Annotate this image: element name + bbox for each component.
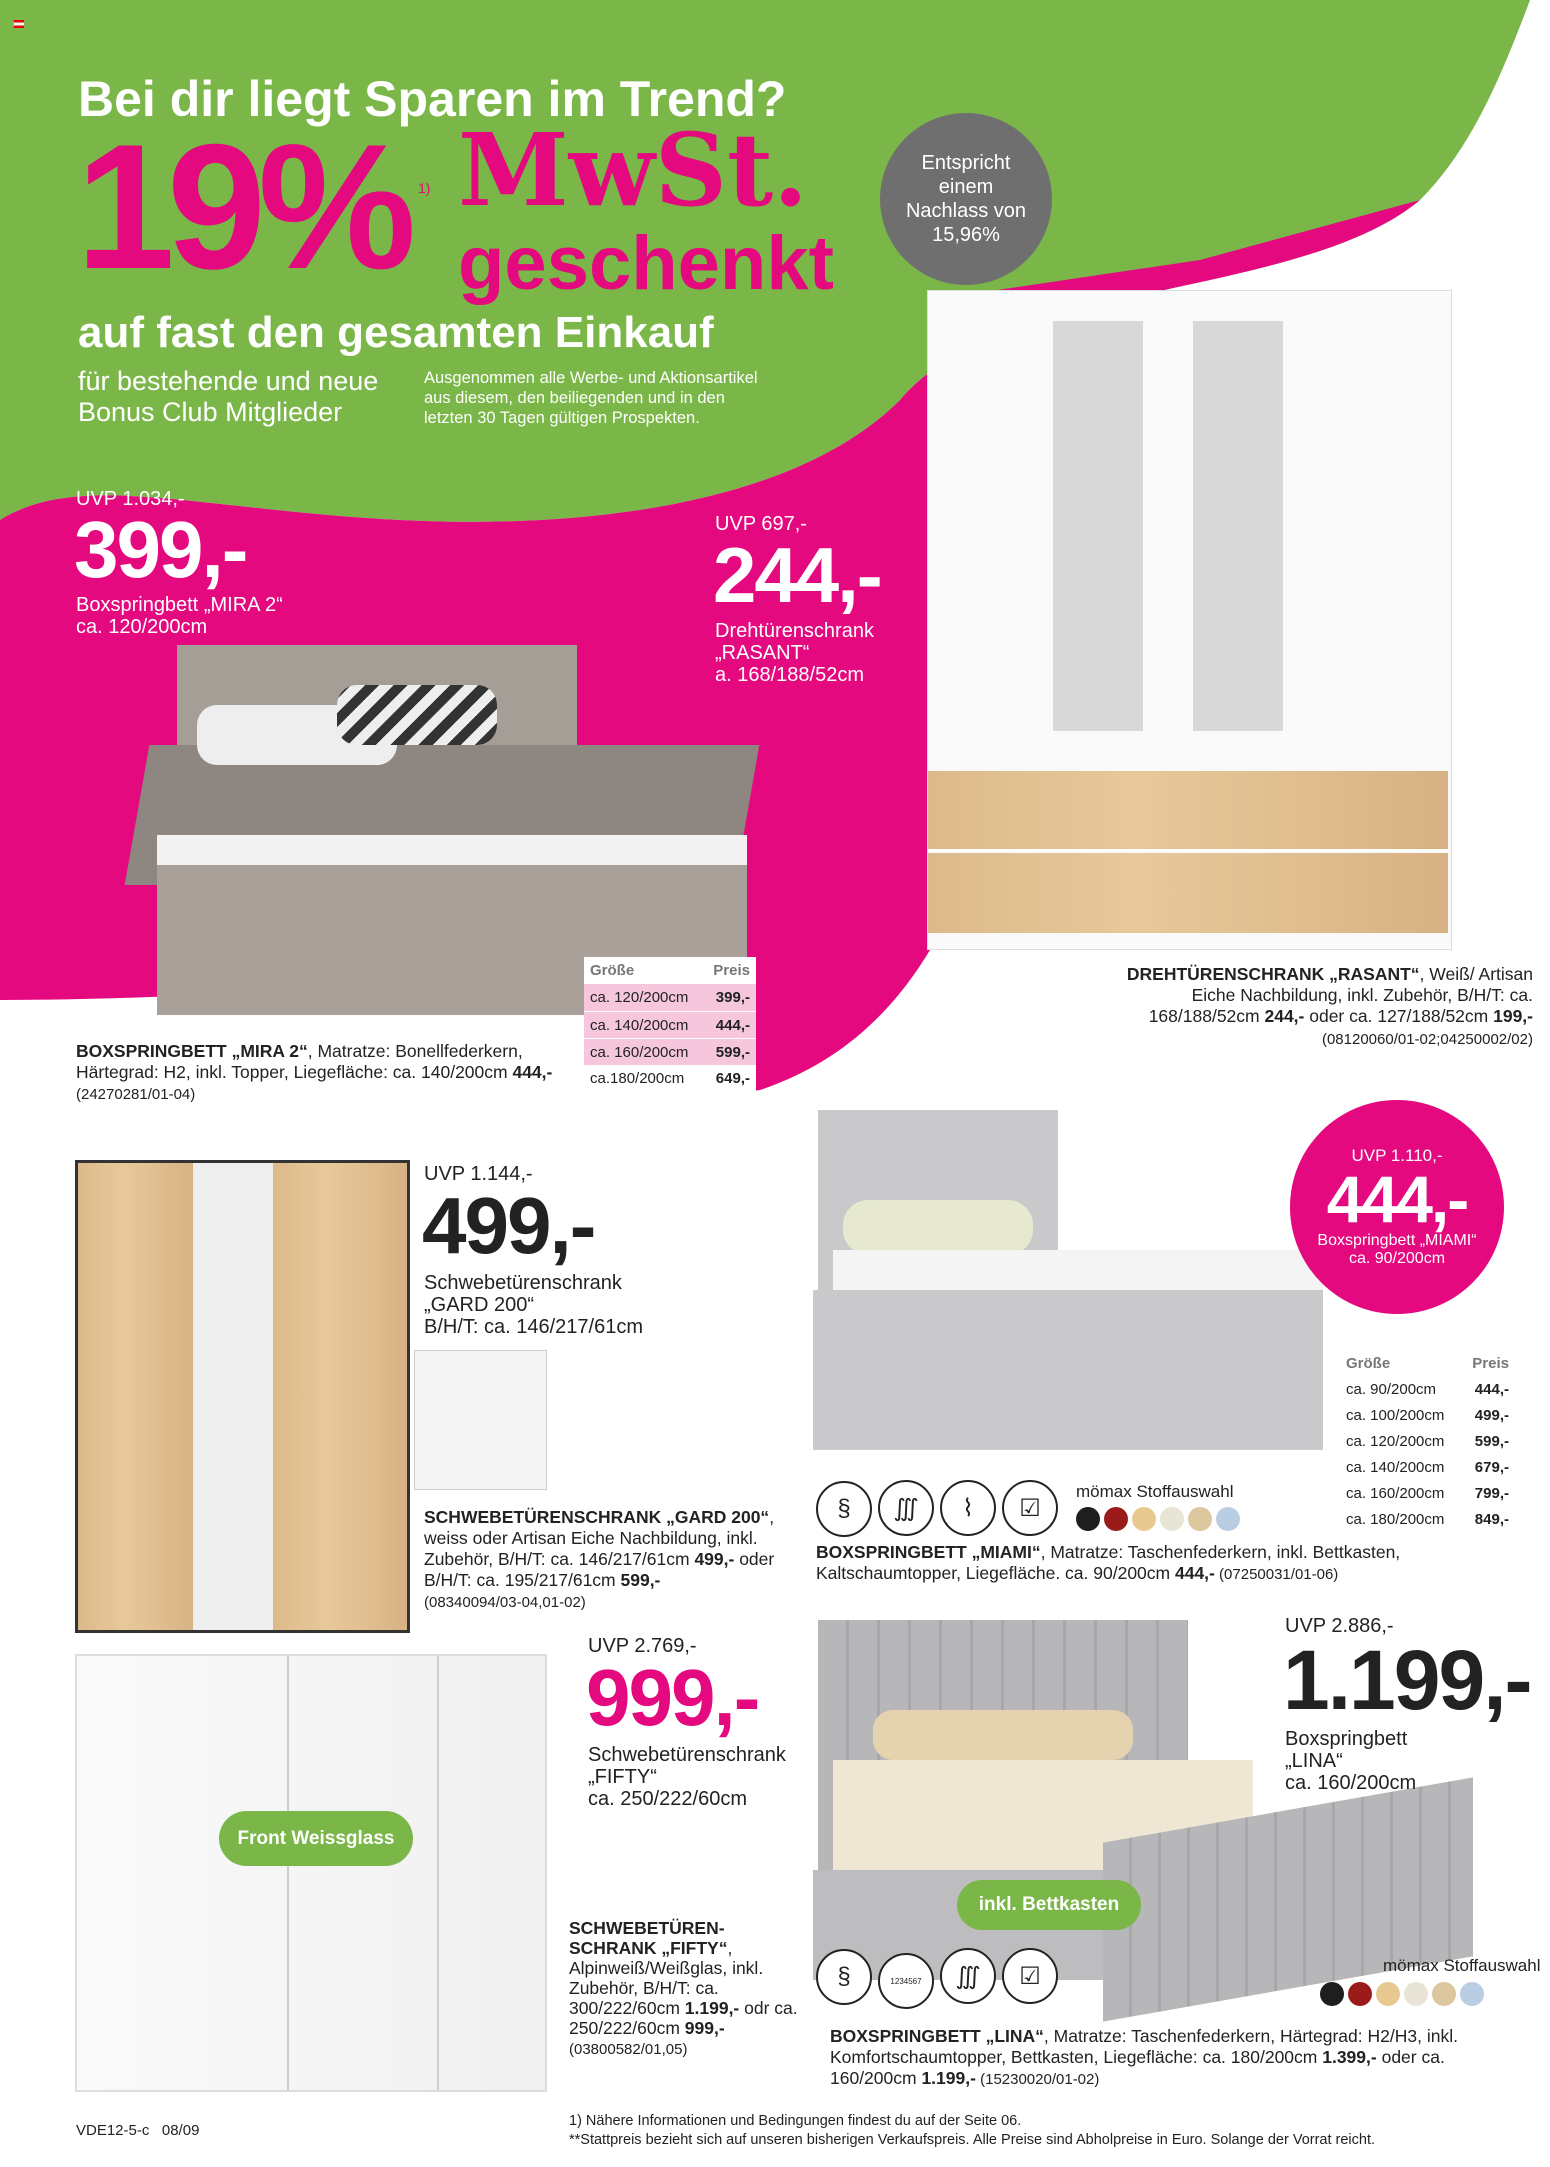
table-row bbox=[584, 984, 756, 1011]
desc-text: , weiss oder Artisan Eiche Nachbildung, inkl. Zubehör, B/H/T: ca. 146/217/61cm bbox=[424, 1507, 775, 1569]
footer-code bbox=[76, 2122, 199, 2139]
lina-uvp: UVP 2.886,- bbox=[1285, 1615, 1394, 1637]
rasant-price: 244,- bbox=[713, 531, 881, 619]
size: ca. 180/200cm bbox=[1346, 1510, 1445, 1528]
discount-badge: Entspricht einem Nachlass von 15,96% bbox=[880, 113, 1052, 285]
fifty-uvp: UVP 2.769,- bbox=[588, 1635, 697, 1657]
price: 679,- bbox=[1474, 1458, 1509, 1476]
mira-uvp: UVP 1.034,- bbox=[76, 488, 185, 510]
headline: Bei dir liegt Sparen im Trend? bbox=[78, 71, 787, 127]
desc-text: , Matratze: Bonellfederkern, Härtegrad: H2, inkl. Topper, Liegefläche: ca. 140/200cm bbox=[76, 1041, 523, 1082]
swatch-red[interactable] bbox=[1348, 1982, 1372, 2006]
desc-price: 599,- bbox=[620, 1570, 661, 1590]
price: 849,- bbox=[1474, 1510, 1509, 1528]
swatch-sand[interactable] bbox=[1376, 1982, 1400, 2006]
rasant-wardrobe-image bbox=[927, 290, 1452, 950]
swatch-black[interactable] bbox=[1076, 1507, 1100, 1531]
mira-price: 399,- bbox=[74, 505, 247, 594]
desc-text: , Matratze: Taschenfederkern, inkl. Bettkasten, Kaltschaumtopper, Liegefläche. ca. 90/200cm bbox=[816, 1542, 1401, 1583]
table-header-size: Größe bbox=[590, 962, 635, 979]
desc-price: 999,- bbox=[684, 2018, 725, 2038]
desc-price: 244,- bbox=[1264, 1006, 1305, 1026]
firmness-scale-icon: 1234567 bbox=[878, 1953, 934, 2009]
article-number: (07250031/01-06) bbox=[1214, 1566, 1339, 1583]
fifty-name: Schwebetürenschrank „FIFTY“ ca. 250/222/60cm bbox=[588, 1744, 786, 1810]
size: ca. 160/200cm bbox=[1346, 1484, 1445, 1502]
swatch-beige[interactable] bbox=[1432, 1982, 1456, 2006]
table-row bbox=[1340, 1428, 1515, 1454]
price: 444,- bbox=[715, 1016, 750, 1034]
size: ca. 160/200cm bbox=[590, 1043, 689, 1061]
percent-big: 19% bbox=[76, 107, 409, 306]
miami-name: Boxspringbett „MIAMI“ ca. 90/200cm bbox=[1317, 1232, 1477, 1267]
lina-swatches bbox=[1320, 1982, 1488, 2011]
price: 599,- bbox=[1474, 1432, 1509, 1450]
article-number: (08340094/03-04,01-02) bbox=[424, 1594, 586, 1611]
gard-description bbox=[424, 1507, 804, 1613]
desc-text: , Matratze: Taschenfederkern, Härtegrad: H2/H3, inkl. Komfortschaumtopper, Bettkasten, Liegefläche: ca. 180/200cm bbox=[830, 2026, 1458, 2067]
mira-name: Boxspringbett „MIRA 2“ ca. 120/200cm bbox=[76, 594, 283, 638]
price: 499,- bbox=[1474, 1406, 1509, 1424]
gard-uvp: UVP 1.144,- bbox=[424, 1163, 533, 1185]
table-row bbox=[1340, 1376, 1515, 1402]
price: 649,- bbox=[715, 1070, 750, 1087]
miami-uvp: UVP 1.110,- bbox=[1351, 1146, 1443, 1165]
miami-feature-icons bbox=[816, 1480, 1064, 1537]
catalog-code: VDE12-5-c bbox=[76, 2122, 150, 2139]
table-row bbox=[584, 1038, 756, 1065]
desc-title: BOXSPRINGBETT „LINA“ bbox=[830, 2026, 1044, 2046]
desc-title: SCHWEBETÜREN- SCHRANK „FIFTY“ bbox=[569, 1918, 728, 1958]
gard-wardrobe-image bbox=[75, 1160, 410, 1633]
size: ca.180/200cm bbox=[590, 1070, 685, 1087]
rasant-name: Drehtürenschrank „RASANT“ a. 168/188/52cm bbox=[715, 620, 874, 686]
miami-fabric-label: mömax Stoffauswahl bbox=[1076, 1482, 1234, 1501]
size: ca. 120/200cm bbox=[590, 989, 689, 1006]
mwst-text: MwSt. bbox=[458, 111, 808, 229]
table-header-size: Größe bbox=[1346, 1354, 1391, 1372]
size: ca. 120/200cm bbox=[1346, 1432, 1445, 1450]
desc-price: 444,- bbox=[512, 1062, 553, 1082]
desc-title: SCHWEBETÜRENSCHRANK „GARD 200“ bbox=[424, 1507, 770, 1527]
desc-text: , Alpinweiß/Weißglas, inkl. Zubehör, B/H/T: ca. 300/222/60cm bbox=[569, 1938, 764, 2018]
desc-title: BOXSPRINGBETT „MIRA 2“ bbox=[76, 1041, 308, 1061]
swatch-red[interactable] bbox=[1104, 1507, 1128, 1531]
exclusion-text: Ausgenommen alle Werbe- und Aktionsartikel aus diesem, den beiliegenden und in den letzten 30 Tagen gültigen Prospekten. bbox=[424, 369, 758, 427]
desc-price: 199,- bbox=[1493, 1006, 1533, 1026]
article-number: (24270281/01-04) bbox=[76, 1086, 196, 1103]
desc-text: odr ca. 250/222/60cm bbox=[569, 1998, 798, 2038]
table-header-price: Preis bbox=[713, 962, 750, 979]
table-row bbox=[584, 1065, 756, 1092]
subline: auf fast den gesamten Einkauf bbox=[78, 308, 714, 357]
spring-coil-icon: § bbox=[816, 1949, 872, 2005]
mira-description bbox=[76, 1041, 571, 1105]
fifty-description bbox=[569, 1918, 809, 2060]
size: ca. 140/200cm bbox=[590, 1016, 689, 1034]
desc-price: 1.199,- bbox=[684, 1998, 740, 2018]
size: ca. 90/200cm bbox=[1346, 1380, 1437, 1398]
lina-price: 1.199,- bbox=[1283, 1633, 1531, 1727]
desc-title: DREHTÜRENSCHRANK „RASANT“ bbox=[1126, 964, 1420, 984]
desc-text: oder ca. 160/200cm bbox=[830, 2047, 1445, 2088]
lina-fabric-label: mömax Stoffauswahl bbox=[1383, 1956, 1541, 1975]
flag-icon bbox=[14, 20, 24, 28]
swatch-blue[interactable] bbox=[1216, 1507, 1240, 1531]
price: 444,- bbox=[1474, 1380, 1509, 1398]
article-number: (03800582/01,05) bbox=[569, 2041, 688, 2058]
swatch-blue[interactable] bbox=[1460, 1982, 1484, 2006]
article-number: (08120060/01-02;04250002/02) bbox=[1321, 1031, 1533, 1048]
gard-small-image bbox=[414, 1350, 547, 1490]
gard-price: 499,- bbox=[422, 1181, 595, 1270]
miami-swatches bbox=[1076, 1507, 1244, 1536]
lina-feature-icons bbox=[816, 1948, 1064, 2009]
desc-price: 444,- bbox=[1174, 1563, 1215, 1583]
miami-size-table bbox=[1340, 1350, 1515, 1532]
lina-description bbox=[830, 2026, 1520, 2090]
desc-text: , Weiß/ Artisan Eiche Nachbildung, inkl. Zubehör, B/H/T: ca. 168/188/52cm bbox=[1148, 964, 1533, 1026]
price: 799,- bbox=[1474, 1484, 1509, 1502]
storage-box-icon: ☑ bbox=[1002, 1480, 1058, 1536]
swatch-sand[interactable] bbox=[1132, 1507, 1156, 1531]
rasant-uvp: UVP 697,- bbox=[715, 513, 807, 535]
table-row bbox=[584, 1011, 756, 1038]
desc-price: 499,- bbox=[694, 1549, 735, 1569]
miami-bed-image bbox=[813, 1110, 1323, 1476]
article-number: (15230020/01-02) bbox=[975, 2071, 1100, 2088]
mira-size-table bbox=[584, 957, 756, 1092]
table-row bbox=[1340, 1454, 1515, 1480]
table-row bbox=[1340, 1506, 1515, 1532]
size: ca. 140/200cm bbox=[1346, 1458, 1445, 1476]
storage-box-icon: ☑ bbox=[1002, 1948, 1058, 2004]
page-number: 08/09 bbox=[161, 2122, 200, 2139]
gard-name: Schwebetürenschrank „GARD 200“ B/H/T: ca. 146/217/61cm bbox=[424, 1272, 644, 1338]
swatch-beige[interactable] bbox=[1188, 1507, 1212, 1531]
desc-text: oder ca. 127/188/52cm bbox=[1304, 1006, 1494, 1026]
table-row bbox=[1340, 1480, 1515, 1506]
swatch-cream[interactable] bbox=[1404, 1982, 1428, 2006]
fifty-badge: Front Weissglass bbox=[219, 1811, 413, 1866]
swatch-black[interactable] bbox=[1320, 1982, 1344, 2006]
miami-description bbox=[816, 1542, 1466, 1585]
table-row bbox=[1340, 1402, 1515, 1428]
desc-title: BOXSPRINGBETT „MIAMI“ bbox=[816, 1542, 1041, 1562]
swatch-cream[interactable] bbox=[1160, 1507, 1184, 1531]
table-header-price: Preis bbox=[1472, 1354, 1509, 1372]
lina-badge: inkl. Bettkasten bbox=[957, 1880, 1141, 1930]
price: 599,- bbox=[715, 1043, 750, 1061]
topper-icon: ⌇ bbox=[940, 1480, 996, 1536]
miami-price: 444,- bbox=[1326, 1162, 1468, 1236]
pocket-spring-icon: ∭ bbox=[878, 1480, 934, 1536]
spring-coil-icon: § bbox=[816, 1481, 872, 1537]
desc-price: 1.399,- bbox=[1322, 2047, 1377, 2067]
footnote-mark: 1) bbox=[418, 180, 431, 196]
lina-name: Boxspringbett „LINA“ ca. 160/200cm bbox=[1285, 1728, 1417, 1794]
miami-price-badge bbox=[1290, 1100, 1504, 1314]
fifty-price: 999,- bbox=[586, 1653, 759, 1742]
members-text: für bestehende und neue Bonus Club Mitglieder bbox=[78, 366, 379, 427]
pocket-spring-icon: ∭ bbox=[940, 1948, 996, 2004]
geschenkt-text: geschenkt bbox=[458, 221, 834, 306]
desc-price: 1.199,- bbox=[921, 2068, 976, 2088]
desc-text: oder B/H/T: ca. 195/217/61cm bbox=[424, 1549, 775, 1590]
footnote-2: **Stattpreis bezieht sich auf unseren bisherigen Verkaufspreis. Alle Preise sind Abholpreise in Euro. Solange der Vorrat reicht. bbox=[569, 2132, 1376, 2148]
rasant-description bbox=[1120, 964, 1533, 1050]
footnote-1: 1) Nähere Informationen und Bedingungen findest du auf der Seite 06. bbox=[569, 2113, 1022, 2129]
footnotes bbox=[569, 2112, 1375, 2150]
size: ca. 100/200cm bbox=[1346, 1406, 1445, 1424]
fifty-wardrobe-image bbox=[75, 1654, 547, 2092]
price: 399,- bbox=[715, 989, 750, 1006]
